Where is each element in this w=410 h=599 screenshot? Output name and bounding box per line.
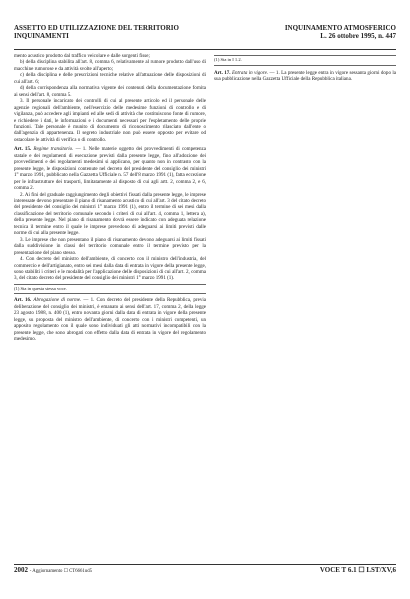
article-title: Art. 15. — [14, 146, 32, 153]
page-header — [14, 24, 396, 50]
footer-voice-reference: VOCE T 6.1 ☐ LST/XV,6 — [319, 566, 396, 574]
header-subsection-title: INQUINAMENTI — [14, 32, 69, 40]
header-divider — [14, 49, 396, 50]
page-number: 2002 — [14, 566, 28, 574]
article-text: — 1. Con decreto del presidente della Repubblica, previa deliberazione del consiglio dei ministri, è emanato ai sensi dell'art. 17, comma 2, della legge 23 agosto 1988, n. 400 (1), entro novanta giorni dalla data di entrata in vigore della presente legge, su proposta del ministro dell'ambiente, di concerto con i ministri competenti, un apposito regolamento con il quale sono individuati gli atti normativi incompatibili con la presente legge, che sono abrogati con effetto dalla data di entrata in vigore del regolamento medesimo. — [14, 297, 206, 343]
footer-divider — [14, 564, 396, 565]
article-subtitle: Abrogazione di norme. — [33, 297, 82, 304]
article-16 — [14, 297, 206, 342]
paragraph: 2. Ai fini del graduale raggiungimento degli obiettivi fissati dalla presente legge, le imprese interessate devono presentare il piano di risanamento acustico di cui all'art. 3 del citato decreto del presidente del consiglio dei ministri 1° marzo 1991 (1), entro il termine di sei mesi dalla classificazione del territorio comunale secondo i criteri di cui all'art. 4, comma 1, lettera a), della presente legge. Nel piano di risanamento dovrà essere indicato con adeguata relazione tecnica il termine entro il quale le imprese prevedono di adeguarsi ai limiti previsti dalle norme di cui alla presente legge. — [14, 191, 206, 237]
footnote: (1) Sta in questa stessa voce. — [14, 285, 67, 291]
footer-left — [14, 566, 92, 574]
footnote-divider — [14, 293, 206, 294]
article-15 — [14, 146, 206, 191]
paragraph: c) della disciplina e delle prescrizioni tecniche relative all'attuazione delle disposizioni di cui all'art. 6; — [14, 72, 206, 85]
article-title: Art. 16. — [14, 297, 32, 304]
paragraph: b) della disciplina stabilita all'art. 8, comma 6, relativamente al rumore prodotto dall'uso di macchine rumorose e da attività svolte all'aperto; — [14, 59, 206, 72]
article-text: — 1. Nelle materie oggetto dei provvedimenti di competenza statale e dei regolamenti di esecuzione previsti dalla presente legge, fino all'adozione dei provvedimenti e dei regolamenti medesimi si applicano, per quanto non in contrasto con la presente legge, le disposizioni contenute nel decreto del presidente del consiglio dei ministri 1° marzo 1991, pubblicato nella Gazzetta Ufficiale n. 57 dell'8 marzo 1991 (1), fatta eccezione per le infrastrutture dei trasporti, limitatamente al disposto di cui agli artt. 2, comma 2, e 6, comma 2. — [14, 146, 207, 192]
article-subtitle: Entrata in vigore. — [231, 69, 269, 76]
paragraph: 3. Il personale incaricato dei controlli di cui al presente articolo ed il personale delle agenzie regionali dell'ambiente, nell'esercizio delle medesime funzioni di controllo e di vigilanza, può accedere agli impianti ed alle sedi di attività che costituiscono fonte di rumore, e richiedere i dati, le informazioni e i documenti necessari per l'espletamento delle proprie funzioni. Tale personale è munito di documento di riconoscimento rilasciato dall'ente o dall'agenzia di appartenenza. Il segreto industriale non può essere opposto per evitare od ostacolare le attività di verifica o di controllo. — [14, 98, 206, 143]
header-law-reference: L. 26 ottobre 1995, n. 447 — [320, 32, 396, 40]
page-footer — [14, 566, 396, 576]
article-text: — 1. La presente legge entra in vigore sessanta giorni dopo la sua pubblicazione nella Gazzetta Ufficiale della Repubblica italiana. — [214, 69, 397, 83]
paragraph: d) della corrispondenza alla normativa vigente dei contenuti della documentazione fornita ai sensi dell'art. 8, comma 5. — [14, 85, 206, 98]
header-right — [285, 24, 396, 40]
header-left — [14, 24, 179, 40]
header-section-title: ASSETTO ED UTILIZZAZIONE DEL TERRITORIO — [14, 24, 179, 32]
paragraph: 4. Con decreto del ministro dell'ambiente, di concerto con il ministro dell'industria, del commercio e dell'artigianato, entro sei mesi dalla data di entrata in vigore della presente legge, sono stabiliti i criteri e le modalità per l'applicazione delle disposizioni di cui all'art. 2, comma 3, del citato decreto del presidente del consiglio dei ministri 1° marzo 1991 (1). — [14, 256, 206, 282]
footnote-divider — [214, 65, 396, 66]
paragraph: 3. Le imprese che non presentano il piano di risanamento devono adeguarsi ai limiti fissati dalla suddivisione in classi del territorio comunale entro il termine previsto per la presentazione del piano stesso. — [14, 236, 206, 256]
footnote-divider — [14, 284, 206, 285]
article-subtitle: Regime transitorio. — [33, 146, 74, 153]
header-topic: INQUINAMENTO ATMOSFERICO — [284, 24, 396, 32]
article-17 — [214, 70, 396, 83]
right-column — [214, 53, 396, 83]
update-code: - Aggiornamento ☐ CT6661ud5 — [29, 569, 93, 574]
footnote: (1) Sta in I 1.2. — [214, 57, 242, 62]
paragraph: mento acustico prodotto dal traffico veicolare e dalle sorgenti fisse; — [14, 53, 150, 59]
left-column — [14, 53, 206, 343]
article-title: Art. 17. — [214, 69, 231, 76]
footnote-divider — [214, 55, 396, 56]
